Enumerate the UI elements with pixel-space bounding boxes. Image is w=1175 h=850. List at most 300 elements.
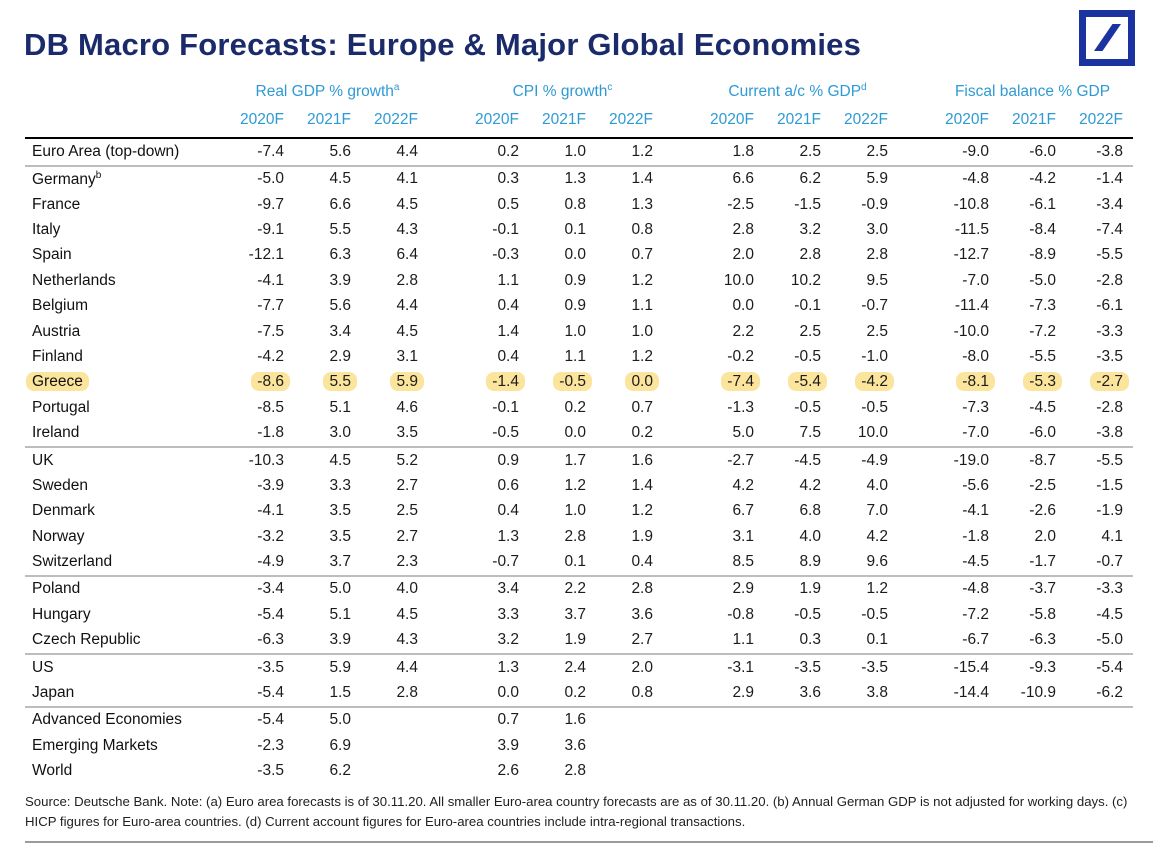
value-cell: -2.3 — [257, 736, 284, 754]
value-cell: -8.1 — [932, 370, 999, 395]
value-cell: -10.8 — [953, 195, 989, 213]
value-cell: 0.7 — [497, 711, 519, 729]
value-cell — [361, 759, 428, 784]
value-cell: -3.5 — [861, 658, 888, 676]
value-cell: -7.7 — [257, 297, 284, 315]
value-cell: 3.6 — [564, 736, 586, 754]
value-cell: -0.9 — [861, 195, 888, 213]
value-cell: 0.9 — [497, 451, 519, 469]
value-cell: 4.3 — [361, 628, 428, 654]
value-cell: 5.9 — [866, 170, 888, 188]
value-cell: 1.0 — [564, 322, 586, 340]
country-label: Norway — [32, 527, 85, 545]
value-cell: 4.2 — [732, 476, 754, 494]
value-cell: -4.5 — [794, 451, 821, 469]
value-cell: 2.9 — [732, 580, 754, 598]
value-cell: -0.1 — [492, 221, 519, 239]
country-label: Italy — [32, 221, 61, 239]
value-cell: 3.3 — [497, 605, 519, 623]
value-cell: -9.1 — [257, 221, 284, 239]
country-label: Belgium — [32, 297, 88, 315]
table-row — [25, 319, 1133, 344]
value-cell — [999, 707, 1066, 733]
value-cell: 0.1 — [529, 549, 596, 575]
value-cell: -3.8 — [1066, 420, 1133, 446]
value-cell — [764, 759, 831, 784]
table-header — [25, 80, 1133, 138]
country-footnote-ref: b — [95, 169, 102, 181]
value-cell: 3.7 — [564, 605, 586, 623]
country-label: Ireland — [25, 420, 227, 446]
value-cell: 1.3 — [497, 658, 519, 676]
value-cell: 1.6 — [631, 451, 653, 469]
page-title: DB Macro Forecasts: Europe & Major Global Economies — [24, 27, 862, 62]
value-cell: 4.0 — [866, 476, 888, 494]
value-cell: -4.9 — [861, 451, 888, 469]
value-cell: -0.5 — [861, 398, 888, 416]
value-cell: 2.8 — [631, 580, 653, 598]
value-cell: 2.8 — [564, 762, 586, 780]
value-cell: 3.4 — [497, 580, 519, 598]
value-cell: 5.5 — [294, 370, 361, 395]
table-row — [25, 499, 1133, 524]
value-cell: 6.2 — [799, 170, 821, 188]
value-cell: 4.2 — [799, 476, 821, 494]
value-cell: 1.1 — [631, 297, 653, 315]
value-cell: -2.5 — [727, 195, 754, 213]
value-cell: 0.0 — [462, 680, 529, 706]
value-cell — [764, 733, 831, 758]
value-cell: -8.5 — [257, 398, 284, 416]
country-label: Spain — [32, 246, 72, 264]
value-cell: -7.3 — [1029, 297, 1056, 315]
value-cell: 3.5 — [329, 527, 351, 545]
value-cell: 1.3 — [631, 195, 653, 213]
value-cell: 3.9 — [294, 628, 361, 654]
value-cell: -8.0 — [962, 347, 989, 365]
value-cell: -4.1 — [257, 502, 284, 520]
value-cell: 1.0 — [631, 322, 653, 340]
value-cell: -6.7 — [932, 628, 999, 654]
value-cell: 0.3 — [764, 628, 831, 654]
group-header-real-gdp — [227, 80, 428, 111]
value-cell: -3.5 — [257, 762, 284, 780]
value-cell: -3.2 — [257, 527, 284, 545]
value-cell: -12.1 — [248, 246, 284, 264]
value-cell: 1.4 — [497, 322, 519, 340]
value-cell: -3.4 — [257, 580, 284, 598]
year-header-row — [25, 111, 1133, 138]
table-row — [25, 217, 1133, 242]
value-cell: 0.4 — [596, 549, 663, 575]
value-cell: 3.1 — [396, 347, 418, 365]
deutsche-bank-logo-icon — [1079, 10, 1135, 66]
value-cell: 6.3 — [329, 246, 351, 264]
value-cell: 2.5 — [764, 138, 831, 165]
table-row — [25, 420, 1133, 446]
table-row — [25, 344, 1133, 369]
value-cell: -3.3 — [1096, 580, 1123, 598]
value-cell: 4.4 — [396, 658, 418, 676]
value-cell: -5.8 — [1029, 605, 1056, 623]
country-label: Portugal — [32, 398, 90, 416]
value-cell: 2.4 — [564, 658, 586, 676]
value-cell: -7.2 — [962, 605, 989, 623]
value-cell: 2.5 — [799, 322, 821, 340]
value-cell: -3.3 — [1096, 322, 1123, 340]
table-row — [25, 294, 1133, 319]
value-cell: 2.8 — [866, 246, 888, 264]
value-cell: -5.5 — [1096, 451, 1123, 469]
value-cell: 4.1 — [1101, 527, 1123, 545]
value-cell: 5.9 — [329, 658, 351, 676]
value-cell: 7.5 — [764, 420, 831, 446]
table-row — [25, 473, 1133, 498]
table-row — [25, 576, 1133, 602]
table-row — [25, 138, 1133, 165]
table-row — [25, 707, 1133, 733]
value-cell: -4.9 — [227, 549, 294, 575]
value-cell: -4.8 — [962, 170, 989, 188]
value-cell: -0.2 — [727, 347, 754, 365]
value-cell: -7.0 — [932, 420, 999, 446]
value-cell — [697, 707, 764, 733]
table-row — [25, 370, 1133, 395]
value-cell — [764, 707, 831, 733]
country-label: Germany$^b$ — [32, 169, 102, 188]
value-cell: -0.5 — [794, 605, 821, 623]
country-label: Netherlands — [32, 271, 116, 289]
value-cell: -0.5 — [794, 347, 821, 365]
value-cell: -5.6 — [962, 476, 989, 494]
source-footnote: Source: Deutsche Bank. Note: (a) Euro area forecasts is of 30.11.20. All smaller Euro-area country forecasts are as of 30.11.20. (b) Annual German GDP is not adjusted for working days. (c) HICP figures for Euro-area countries. (d) Current account figures for Euro-area countries include intra-regional transactions. — [25, 793, 1128, 830]
value-cell: 3.4 — [329, 322, 351, 340]
value-cell: 2.8 — [732, 221, 754, 239]
value-cell: 3.5 — [329, 502, 351, 520]
value-cell: -8.6 — [227, 370, 294, 395]
value-cell: 3.7 — [294, 549, 361, 575]
value-cell: 9.6 — [831, 549, 898, 575]
value-cell: 4.3 — [396, 221, 418, 239]
value-cell: -6.2 — [1066, 680, 1133, 706]
table-row — [25, 628, 1133, 654]
table-body — [25, 138, 1133, 784]
value-cell: -4.1 — [257, 271, 284, 289]
value-cell — [596, 759, 663, 784]
value-cell: 0.2 — [596, 420, 663, 446]
table-row — [25, 549, 1133, 575]
value-cell: -2.8 — [1096, 271, 1123, 289]
value-cell: -1.9 — [1096, 502, 1123, 520]
value-cell: 7.0 — [866, 502, 888, 520]
value-cell: -2.8 — [1096, 398, 1123, 416]
value-cell: -5.4 — [257, 711, 284, 729]
year-header: 2022F — [596, 111, 663, 138]
value-cell: -2.7 — [727, 451, 754, 469]
value-cell: 2.5 — [831, 138, 898, 165]
value-cell: -3.5 — [794, 658, 821, 676]
value-cell: -7.4 — [227, 138, 294, 165]
table-row — [25, 447, 1133, 473]
value-cell: -4.1 — [962, 502, 989, 520]
value-cell: 5.6 — [329, 297, 351, 315]
value-cell: 4.4 — [396, 297, 418, 315]
value-cell: 5.1 — [329, 605, 351, 623]
value-cell: 3.5 — [361, 420, 428, 446]
value-cell: -5.0 — [257, 170, 284, 188]
value-cell: 3.9 — [329, 271, 351, 289]
value-cell: -3.4 — [1096, 195, 1123, 213]
country-label: UK — [32, 451, 54, 469]
value-cell: -10.3 — [248, 451, 284, 469]
value-cell: 1.1 — [497, 271, 519, 289]
table-row — [25, 680, 1133, 706]
value-cell: 2.8 — [799, 246, 821, 264]
value-cell: 5.9 — [361, 370, 428, 395]
value-cell: 0.7 — [631, 246, 653, 264]
group-footnote-ref: d — [861, 82, 867, 93]
value-cell — [1066, 733, 1133, 758]
value-cell: -4.2 — [257, 347, 284, 365]
value-cell: -2.6 — [1029, 502, 1056, 520]
value-cell: 0.8 — [564, 195, 586, 213]
value-cell: 0.3 — [497, 170, 519, 188]
value-cell: -3.1 — [727, 658, 754, 676]
value-cell: 0.6 — [497, 476, 519, 494]
value-cell: 5.1 — [329, 398, 351, 416]
value-cell: 0.1 — [564, 221, 586, 239]
value-cell: 4.2 — [866, 527, 888, 545]
value-cell: 2.8 — [564, 527, 586, 545]
value-cell: -19.0 — [953, 451, 989, 469]
value-cell: 1.9 — [799, 580, 821, 598]
value-cell: -0.5 — [861, 605, 888, 623]
value-cell: 2.8 — [361, 680, 428, 706]
group-footnote-ref: a — [393, 82, 400, 93]
value-cell: 3.6 — [764, 680, 831, 706]
value-cell: 1.2 — [866, 580, 888, 598]
country-column-header — [25, 80, 227, 111]
country-label: US — [32, 658, 54, 676]
value-cell: 1.0 — [564, 502, 586, 520]
value-cell: -0.5 — [794, 398, 821, 416]
country-label: Poland — [32, 580, 81, 598]
value-cell — [1066, 759, 1133, 784]
value-cell — [1066, 707, 1133, 733]
value-cell: 1.0 — [529, 138, 596, 165]
value-cell: -4.5 — [932, 549, 999, 575]
year-header: 2021F — [764, 111, 831, 138]
group-label: Fiscal balance % GDP — [954, 83, 1111, 101]
value-cell: -0.3 — [492, 246, 519, 264]
value-cell: 0.0 — [596, 370, 663, 395]
value-cell: 5.0 — [329, 580, 351, 598]
value-cell: 0.0 — [732, 297, 754, 315]
year-header: 2020F — [932, 111, 999, 138]
value-cell: 9.5 — [866, 271, 888, 289]
value-cell: 6.6 — [732, 170, 754, 188]
value-cell: 5.0 — [697, 420, 764, 446]
table-row — [25, 243, 1133, 268]
value-cell: -9.3 — [1029, 658, 1056, 676]
table-row — [25, 602, 1133, 627]
value-cell: 8.5 — [697, 549, 764, 575]
value-cell: -5.4 — [1096, 658, 1123, 676]
country-label: Greece — [25, 370, 227, 395]
value-cell: -5.5 — [1029, 347, 1056, 365]
value-cell: 3.3 — [329, 476, 351, 494]
year-header: 2020F — [227, 111, 294, 138]
value-cell: 0.4 — [497, 347, 519, 365]
value-cell: -9.0 — [932, 138, 999, 165]
value-cell: 2.9 — [697, 680, 764, 706]
bottom-divider — [25, 841, 1153, 843]
table-row — [25, 733, 1133, 758]
value-cell: -10.0 — [953, 322, 989, 340]
value-cell: -0.7 — [861, 297, 888, 315]
value-cell: -4.8 — [962, 580, 989, 598]
slide-header — [0, 0, 1175, 66]
value-cell — [999, 759, 1066, 784]
value-cell: -1.5 — [794, 195, 821, 213]
value-cell: -7.5 — [257, 322, 284, 340]
country-label: Finland — [32, 347, 83, 365]
value-cell: 8.9 — [764, 549, 831, 575]
value-cell: -0.7 — [1066, 549, 1133, 575]
value-cell: 0.4 — [497, 297, 519, 315]
table-row — [25, 395, 1133, 420]
value-cell: -7.3 — [962, 398, 989, 416]
value-cell: 1.1 — [564, 347, 586, 365]
year-header: 2022F — [831, 111, 898, 138]
value-cell: -5.4 — [257, 605, 284, 623]
value-cell: 2.7 — [396, 527, 418, 545]
value-cell: -1.8 — [962, 527, 989, 545]
value-cell: 4.0 — [396, 580, 418, 598]
forecast-table — [25, 80, 1133, 784]
value-cell: -1.4 — [462, 370, 529, 395]
value-cell: -0.8 — [727, 605, 754, 623]
value-cell: 6.7 — [732, 502, 754, 520]
value-cell — [831, 759, 898, 784]
value-cell: 4.5 — [396, 195, 418, 213]
value-cell: 0.9 — [564, 297, 586, 315]
value-cell: 2.0 — [631, 658, 653, 676]
value-cell: -1.5 — [1096, 476, 1123, 494]
value-cell — [831, 707, 898, 733]
group-label: Current a/c % GDP — [728, 83, 862, 101]
value-cell: 2.6 — [497, 762, 519, 780]
value-cell: -0.7 — [462, 549, 529, 575]
value-cell: 1.2 — [631, 502, 653, 520]
value-cell: 1.7 — [564, 451, 586, 469]
value-cell: -4.2 — [831, 370, 898, 395]
value-cell: -9.7 — [257, 195, 284, 213]
value-cell: 1.9 — [529, 628, 596, 654]
country-label: World — [32, 762, 73, 780]
value-cell: -8.4 — [1029, 221, 1056, 239]
value-cell: -3.7 — [1029, 580, 1056, 598]
country-label: Advanced Economies — [32, 711, 182, 729]
group-header-row — [25, 80, 1133, 111]
value-cell: -6.3 — [227, 628, 294, 654]
value-cell: 1.4 — [631, 476, 653, 494]
country-label: Denmark — [32, 502, 95, 520]
value-cell: 2.2 — [732, 322, 754, 340]
year-header: 2021F — [999, 111, 1066, 138]
value-cell: 4.1 — [396, 170, 418, 188]
value-cell: 10.0 — [723, 271, 754, 289]
value-cell: -4.2 — [1029, 170, 1056, 188]
value-cell: -1.3 — [727, 398, 754, 416]
value-cell: 10.0 — [831, 420, 898, 446]
group-header-cpi — [462, 80, 663, 111]
value-cell: -8.9 — [1029, 246, 1056, 264]
value-cell: 4.5 — [329, 170, 351, 188]
country-label: Hungary — [32, 605, 91, 623]
value-cell: -10.9 — [999, 680, 1066, 706]
value-cell: 0.2 — [564, 398, 586, 416]
value-cell: -11.4 — [954, 297, 989, 315]
value-cell: 0.2 — [462, 138, 529, 165]
value-cell: -0.5 — [529, 370, 596, 395]
value-cell: -11.5 — [954, 221, 989, 239]
value-cell: 0.9 — [564, 271, 586, 289]
value-cell: -5.0 — [1029, 271, 1056, 289]
group-header-current-account — [697, 80, 898, 111]
value-cell: 2.9 — [329, 347, 351, 365]
value-cell — [831, 733, 898, 758]
country-label: France — [32, 195, 81, 213]
table-row — [25, 654, 1133, 680]
value-cell: 6.8 — [799, 502, 821, 520]
year-header: 2020F — [697, 111, 764, 138]
value-cell: -5.3 — [999, 370, 1066, 395]
country-label: Austria — [32, 322, 81, 340]
value-cell: -12.7 — [953, 246, 989, 264]
table-row — [25, 268, 1133, 293]
value-cell: 2.5 — [396, 502, 418, 520]
value-cell: -15.4 — [953, 658, 989, 676]
value-cell: 1.3 — [564, 170, 586, 188]
value-cell — [361, 707, 428, 733]
value-cell: 2.7 — [396, 476, 418, 494]
value-cell: -5.5 — [1096, 246, 1123, 264]
value-cell: -6.3 — [999, 628, 1066, 654]
value-cell: 1.4 — [631, 170, 653, 188]
value-cell: -8.7 — [1029, 451, 1056, 469]
year-header: 2021F — [294, 111, 361, 138]
value-cell: 0.1 — [831, 628, 898, 654]
value-cell: 0.0 — [564, 246, 586, 264]
value-cell: 1.3 — [497, 527, 519, 545]
value-cell: 1.8 — [697, 138, 764, 165]
value-cell: -4.5 — [1096, 605, 1123, 623]
value-cell: -1.8 — [227, 420, 294, 446]
value-cell — [596, 733, 663, 758]
value-cell: 1.2 — [631, 271, 653, 289]
value-cell: -6.1 — [1096, 297, 1123, 315]
value-cell: 1.5 — [294, 680, 361, 706]
year-header: 2020F — [462, 111, 529, 138]
value-cell — [932, 707, 999, 733]
table-row — [25, 192, 1133, 217]
value-cell: 1.2 — [631, 347, 653, 365]
value-cell: -1.0 — [861, 347, 888, 365]
value-cell: 0.7 — [631, 398, 653, 416]
table-row — [25, 524, 1133, 549]
value-cell: 0.0 — [529, 420, 596, 446]
